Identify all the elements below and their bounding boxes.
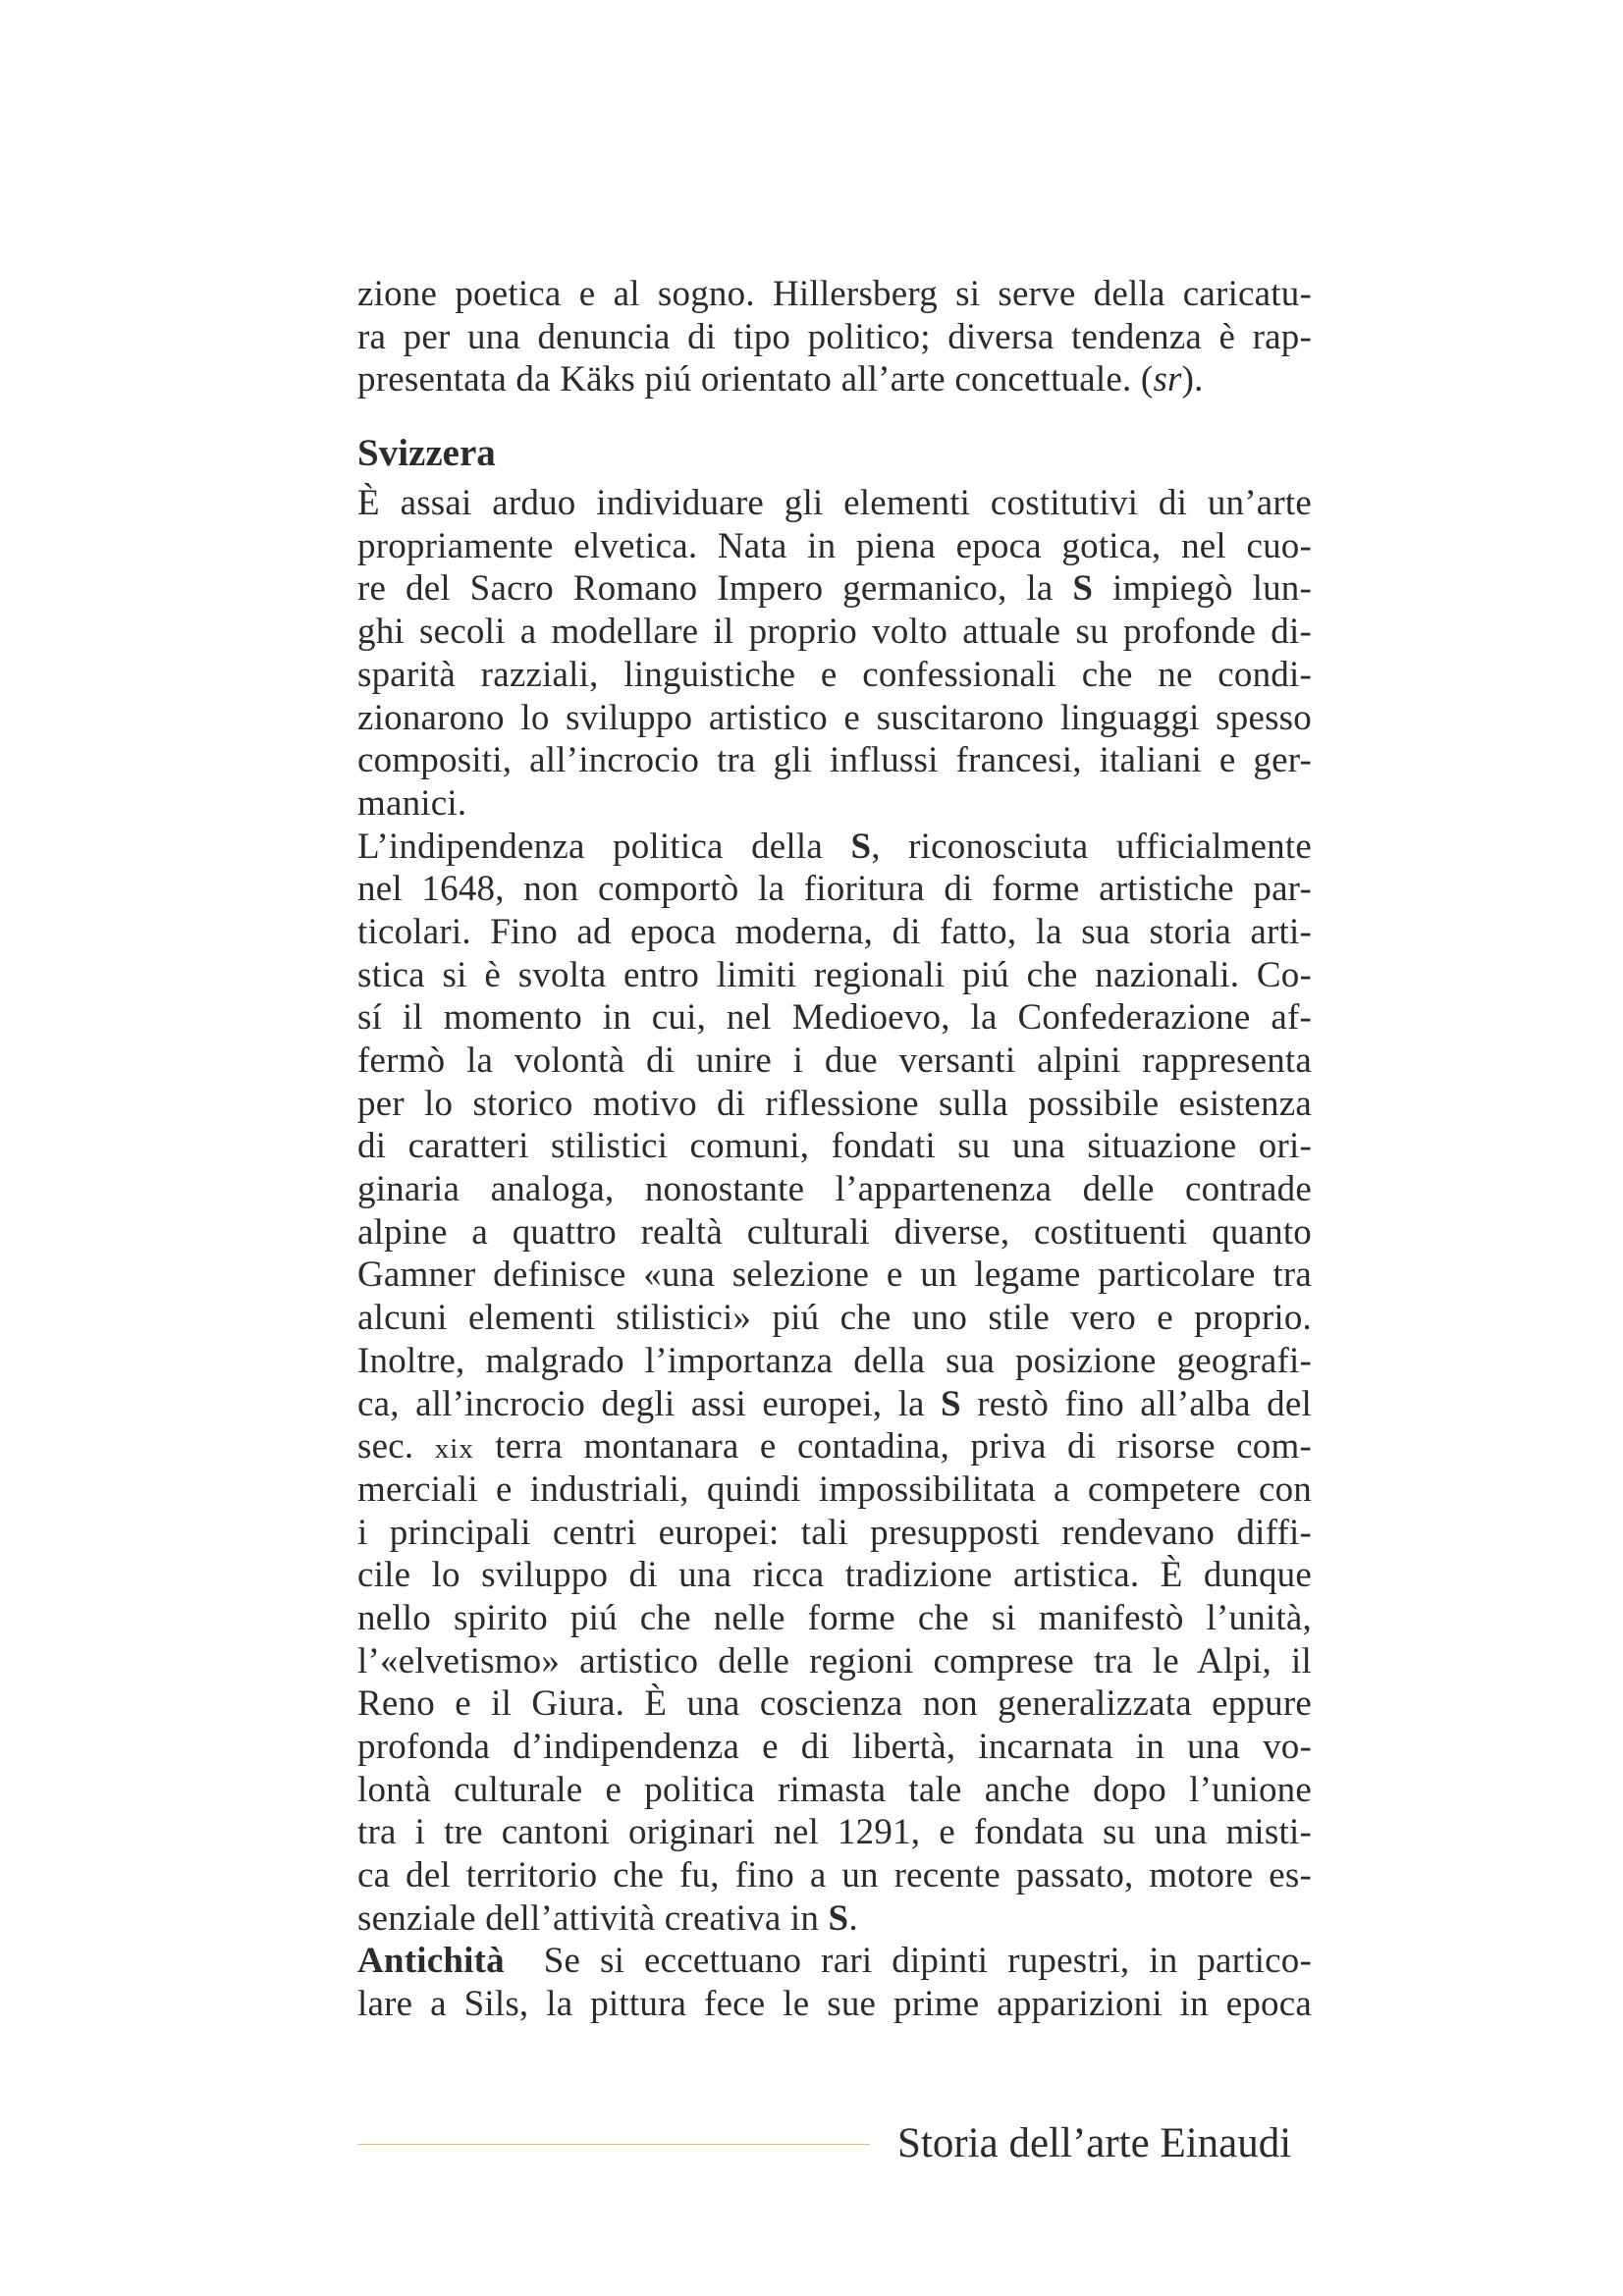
text-line: tra i tre cantoni originari nel 1291, e fondata su una misti- [357,1812,1312,1853]
text-line: Gamner definisce «una selezione e un legame particolare tra [357,1255,1312,1296]
page-body [357,273,1312,2026]
text-line: alcuni elementi stilistici» piú che uno stile vero e proprio. [357,1298,1312,1339]
text-line: fermò la volontà di unire i due versanti alpini rappresenta [357,1041,1312,1081]
subsection-lead: Antichità [357,1941,505,1982]
bold-abbrev: S [1072,568,1094,610]
text-line: sí il momento in cui, nel Medioevo, la Confederazione af- [357,997,1312,1039]
text-line: ra per una denuncia di tipo politico; diversa tendenza è rap- [357,316,1312,357]
bold-abbrev: S [850,826,872,867]
text-line [357,358,1312,401]
text-line [357,1897,1312,1941]
text-line [357,826,1312,869]
intro-paragraph [357,273,1312,401]
text-line: per lo storico motivo di riflessione sulla possibile esistenza [357,1083,1312,1124]
text-run: , riconosciuta ufficialmente [871,826,1312,867]
text-run: ca, all’incrocio degli assi europei, la [357,1383,942,1424]
text-run: senziale dell’attività creativa in [357,1897,829,1939]
paragraph-1 [357,482,1312,826]
text-run: terra montanara e contadina, priva di risorse com- [473,1426,1312,1468]
section-heading: Svizzera [357,432,496,475]
text-line [357,1425,1312,1468]
text-run: Se si eccettuano rari dipinti rupestri, in partico- [504,1941,1312,1982]
text-run: ). [1181,359,1204,400]
text-line: lontà culturale e politica rimasta tale anche dopo l’unione [357,1769,1312,1810]
paragraph-2 [357,826,1312,1941]
footer-rule [357,2144,870,2145]
text-line: profonda d’indipendenza e di libertà, incarnata in una vo- [357,1727,1312,1767]
text-line: cile lo sviluppo di una ricca tradizione artistica. È dunque [357,1555,1312,1596]
paragraph-3 [357,1940,1312,2025]
text-line: ghi secoli a modellare il proprio volto attuale su profonde di- [357,612,1312,653]
text-line: Inoltre, malgrado l’importanza della sua posizione geografi- [357,1340,1312,1381]
text-line [357,567,1312,611]
bold-abbrev: S [941,1383,961,1424]
text-line: merciali e industriali, quindi impossibilitata a competere con [357,1468,1312,1510]
text-line: nel 1648, non comportò la fioritura di forme artistiche par- [357,869,1312,910]
text-line: lare a Sils, la pittura fece le sue prime apparizioni in epoca [357,1984,1312,2025]
bold-abbrev: S [828,1897,849,1939]
text-run: re del Sacro Romano Impero germanico, la [357,568,1073,610]
text-line: zione poetica e al sogno. Hillersberg si serve della caricatu- [357,274,1312,314]
small-caps-century: xix [434,1433,474,1466]
text-run: restò fino all’alba del [960,1383,1312,1424]
text-line: nello spirito piú che nelle forme che si manifestò l’unità, [357,1597,1312,1638]
text-run: . [848,1897,858,1939]
text-run: impiegò lun- [1093,568,1312,610]
text-line: zionarono lo sviluppo artistico e suscitarono linguaggi spesso [357,697,1312,738]
text-line: i principali centri europei: tali presupposti rendevano diffi- [357,1512,1312,1553]
text-line: di caratteri stilistici comuni, fondati su una situazione ori- [357,1126,1312,1167]
text-line [357,1383,1312,1426]
text-line: È assai arduo individuare gli elementi costitutivi di un’arte [357,483,1312,524]
text-line: ticolari. Fino ad epoca moderna, di fatto, la sua storia arti- [357,911,1312,952]
author-initials: sr [1153,359,1182,400]
text-line: propriamente elvetica. Nata in piena epoca gotica, nel cuo- [357,525,1312,566]
text-line [357,1940,1312,1983]
text-line: sparità razziali, linguistiche e confessionali che ne condi- [357,654,1312,695]
footer-title: Storia dell’arte Einaudi [897,2120,1292,2166]
text-line: alpine a quattro realtà culturali diverse, costituenti quanto [357,1211,1312,1253]
text-run: L’indipendenza politica della [357,826,851,867]
text-line: ca del territorio che fu, fino a un recente passato, motore es- [357,1855,1312,1896]
text-line: Reno e il Giura. È una coscienza non generalizzata eppure [357,1683,1312,1725]
text-line: compositi, all’incrocio tra gli influssi francesi, italiani e ger- [357,740,1312,781]
text-line: manici. [357,782,467,824]
text-run: presentata da Käks piú orientato all’arte concettuale. ( [357,359,1154,400]
text-run: sec. [357,1426,435,1468]
text-line: ginaria analoga, nonostante l’appartenenza delle contrade [357,1169,1312,1210]
text-line: l’«elvetismo» artistico delle regioni comprese tra le Alpi, il [357,1640,1312,1682]
text-line: stica si è svolta entro limiti regionali piú che nazionali. Co- [357,954,1312,995]
